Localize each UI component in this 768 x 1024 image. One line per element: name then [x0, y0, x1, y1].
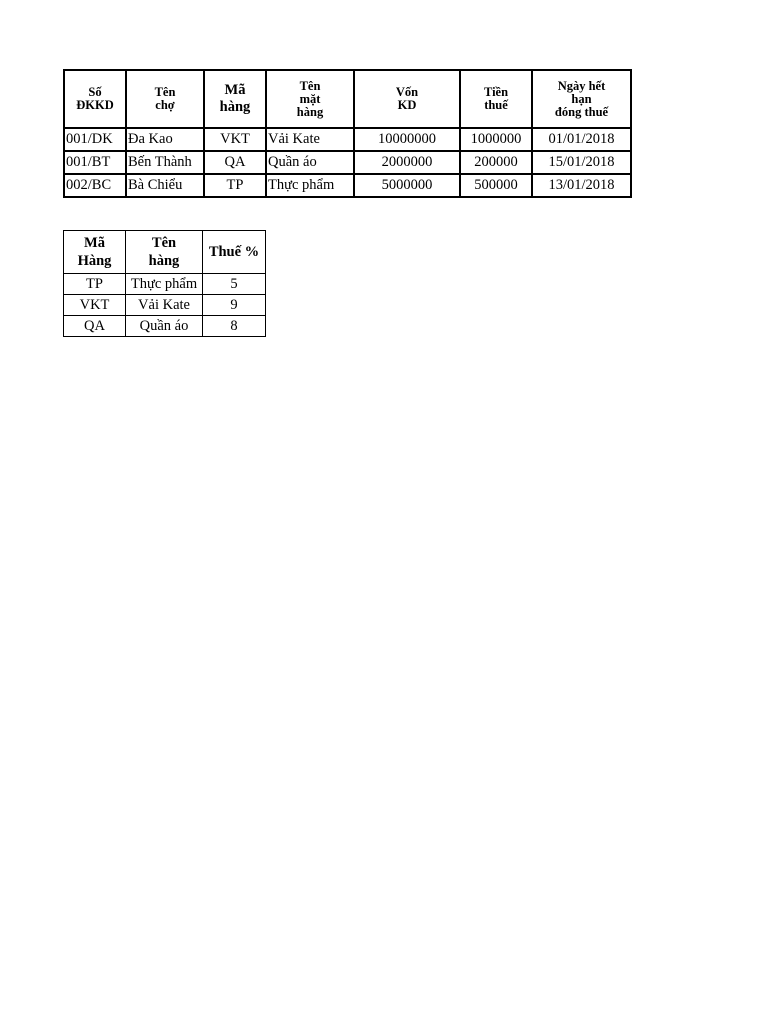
header-ma-hang	[204, 70, 266, 128]
header-line: hàng	[148, 253, 180, 269]
header-line: Số	[88, 85, 102, 99]
cell-ngay-het-han: 13/01/2018	[532, 174, 631, 197]
cell-thue-percent: 9	[203, 295, 266, 316]
header-line: Mã	[84, 235, 105, 251]
cell-thue-percent: 8	[203, 316, 266, 337]
cell-ma-hang: QA	[64, 316, 126, 337]
cell-so-dkkd: 001/BT	[64, 151, 126, 174]
table-row	[64, 128, 631, 151]
cell-ten-cho: Bến Thành	[126, 151, 204, 174]
header-line: Hàng	[77, 253, 112, 269]
header-so-dkkd	[64, 70, 126, 128]
header-line: hàng	[219, 99, 251, 115]
header-line: Tiền	[483, 85, 509, 99]
cell-ma-hang: QA	[204, 151, 266, 174]
cell-von-kd: 10000000	[354, 128, 460, 151]
cell-ten-mat-hang: Quần áo	[266, 151, 354, 174]
header-line: hàng	[296, 104, 324, 119]
cell-ten-cho: Đa Kao	[126, 128, 204, 151]
table-row	[64, 151, 631, 174]
cell-ten-hang: Quần áo	[126, 316, 203, 337]
table-row	[64, 274, 266, 295]
header-line: đóng thuế	[554, 104, 609, 119]
cell-ten-mat-hang: Vải Kate	[266, 128, 354, 151]
header-line: hạn	[571, 91, 592, 106]
header-ten-mat-hang	[266, 70, 354, 128]
cell-thue-percent: 5	[203, 274, 266, 295]
header-line: thuế	[484, 98, 508, 112]
header-ten-hang	[126, 231, 203, 274]
cell-von-kd: 2000000	[354, 151, 460, 174]
cell-tien-thue: 500000	[460, 174, 532, 197]
header-line: Tên	[154, 85, 176, 99]
cell-ten-mat-hang: Thực phẩm	[266, 174, 354, 197]
header-line: Thuế %	[208, 244, 260, 260]
header-line: Ngày hết	[557, 78, 606, 93]
header-line: Vốn	[395, 85, 419, 99]
header-line: ĐKKD	[76, 98, 114, 112]
cell-ngay-het-han: 01/01/2018	[532, 128, 631, 151]
header-von-kd	[354, 70, 460, 128]
header-line: Mã	[224, 82, 246, 98]
header-line: Tên	[299, 78, 321, 93]
main-table	[63, 69, 632, 198]
header-thue-percent	[203, 231, 266, 274]
cell-tien-thue: 1000000	[460, 128, 532, 151]
header-ten-cho	[126, 70, 204, 128]
cell-ngay-het-han: 15/01/2018	[532, 151, 631, 174]
table-row	[64, 295, 266, 316]
cell-ten-hang: Thực phẩm	[126, 274, 203, 295]
header-line: chợ	[155, 98, 175, 112]
cell-so-dkkd: 001/DK	[64, 128, 126, 151]
header-line: Tên	[151, 235, 177, 251]
cell-von-kd: 5000000	[354, 174, 460, 197]
table-row	[64, 174, 631, 197]
cell-ten-hang: Vải Kate	[126, 295, 203, 316]
table-row	[64, 316, 266, 337]
header-line: mặt	[299, 91, 321, 106]
cell-ma-hang: TP	[204, 174, 266, 197]
cell-ma-hang: TP	[64, 274, 126, 295]
cell-ma-hang: VKT	[64, 295, 126, 316]
cell-so-dkkd: 002/BC	[64, 174, 126, 197]
cell-tien-thue: 200000	[460, 151, 532, 174]
cell-ma-hang: VKT	[204, 128, 266, 151]
header-ma-hang	[64, 231, 126, 274]
tax-rate-header-row	[64, 231, 266, 274]
header-ngay-het-han	[532, 70, 631, 128]
header-line: KD	[397, 98, 417, 112]
tax-rate-table	[63, 230, 266, 337]
main-table-header-row	[64, 70, 631, 128]
cell-ten-cho: Bà Chiểu	[126, 174, 204, 197]
header-tien-thue	[460, 70, 532, 128]
